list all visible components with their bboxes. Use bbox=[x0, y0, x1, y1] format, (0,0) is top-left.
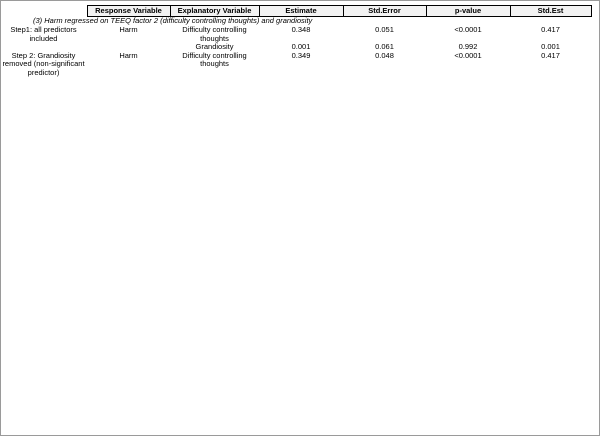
std-error-cell: 0.051 bbox=[375, 25, 394, 34]
regression-results-table bbox=[0, 5, 592, 77]
estimate-cell: 0.348 bbox=[291, 25, 311, 34]
std-error-cell: 0.048 bbox=[375, 50, 394, 60]
header-cell-step bbox=[0, 6, 87, 17]
step-label: Step1: all predictors included bbox=[10, 25, 77, 43]
response-cell: Harm bbox=[119, 50, 138, 60]
explanatory-cell: Difficulty controlling thoughts bbox=[182, 50, 247, 68]
explanatory-cell: Difficulty controlling thoughts bbox=[182, 25, 247, 43]
table-row bbox=[0, 52, 591, 78]
std-est-cell: 0.001 bbox=[541, 42, 560, 51]
p-value-cell: <0.0001 bbox=[454, 25, 482, 34]
std-error-cell: 0.061 bbox=[375, 42, 394, 51]
response-cell: Harm bbox=[119, 25, 138, 34]
p-value-cell: <0.0001 bbox=[454, 50, 482, 60]
table-row bbox=[0, 26, 591, 43]
header-cell-std-est: Std.Est bbox=[510, 6, 591, 17]
table-caption: (3) Harm regressed on TEEQ factor 2 (difficulty controlling thoughts) and grandiosity bbox=[33, 16, 313, 25]
header-cell-estimate: Estimate bbox=[259, 6, 343, 17]
std-est-cell: 0.417 bbox=[541, 50, 560, 60]
header-cell-p-value: p-value bbox=[426, 6, 510, 17]
std-est-cell: 0.417 bbox=[541, 25, 560, 34]
header-cell-explanatory-variable: Explanatory Variable bbox=[170, 6, 259, 17]
table-header-row bbox=[0, 6, 591, 17]
estimate-cell: 0.349 bbox=[291, 50, 311, 60]
header-cell-response-variable: Response Variable bbox=[87, 6, 170, 17]
explanatory-cell: Grandiosity bbox=[195, 42, 234, 51]
header-cell-std-error: Std.Error bbox=[343, 6, 426, 17]
estimate-cell: 0.001 bbox=[291, 42, 311, 51]
step-label: Step 2: Grandiosity removed (non-significant predictor) bbox=[2, 50, 85, 77]
p-value-cell: 0.992 bbox=[458, 42, 478, 51]
